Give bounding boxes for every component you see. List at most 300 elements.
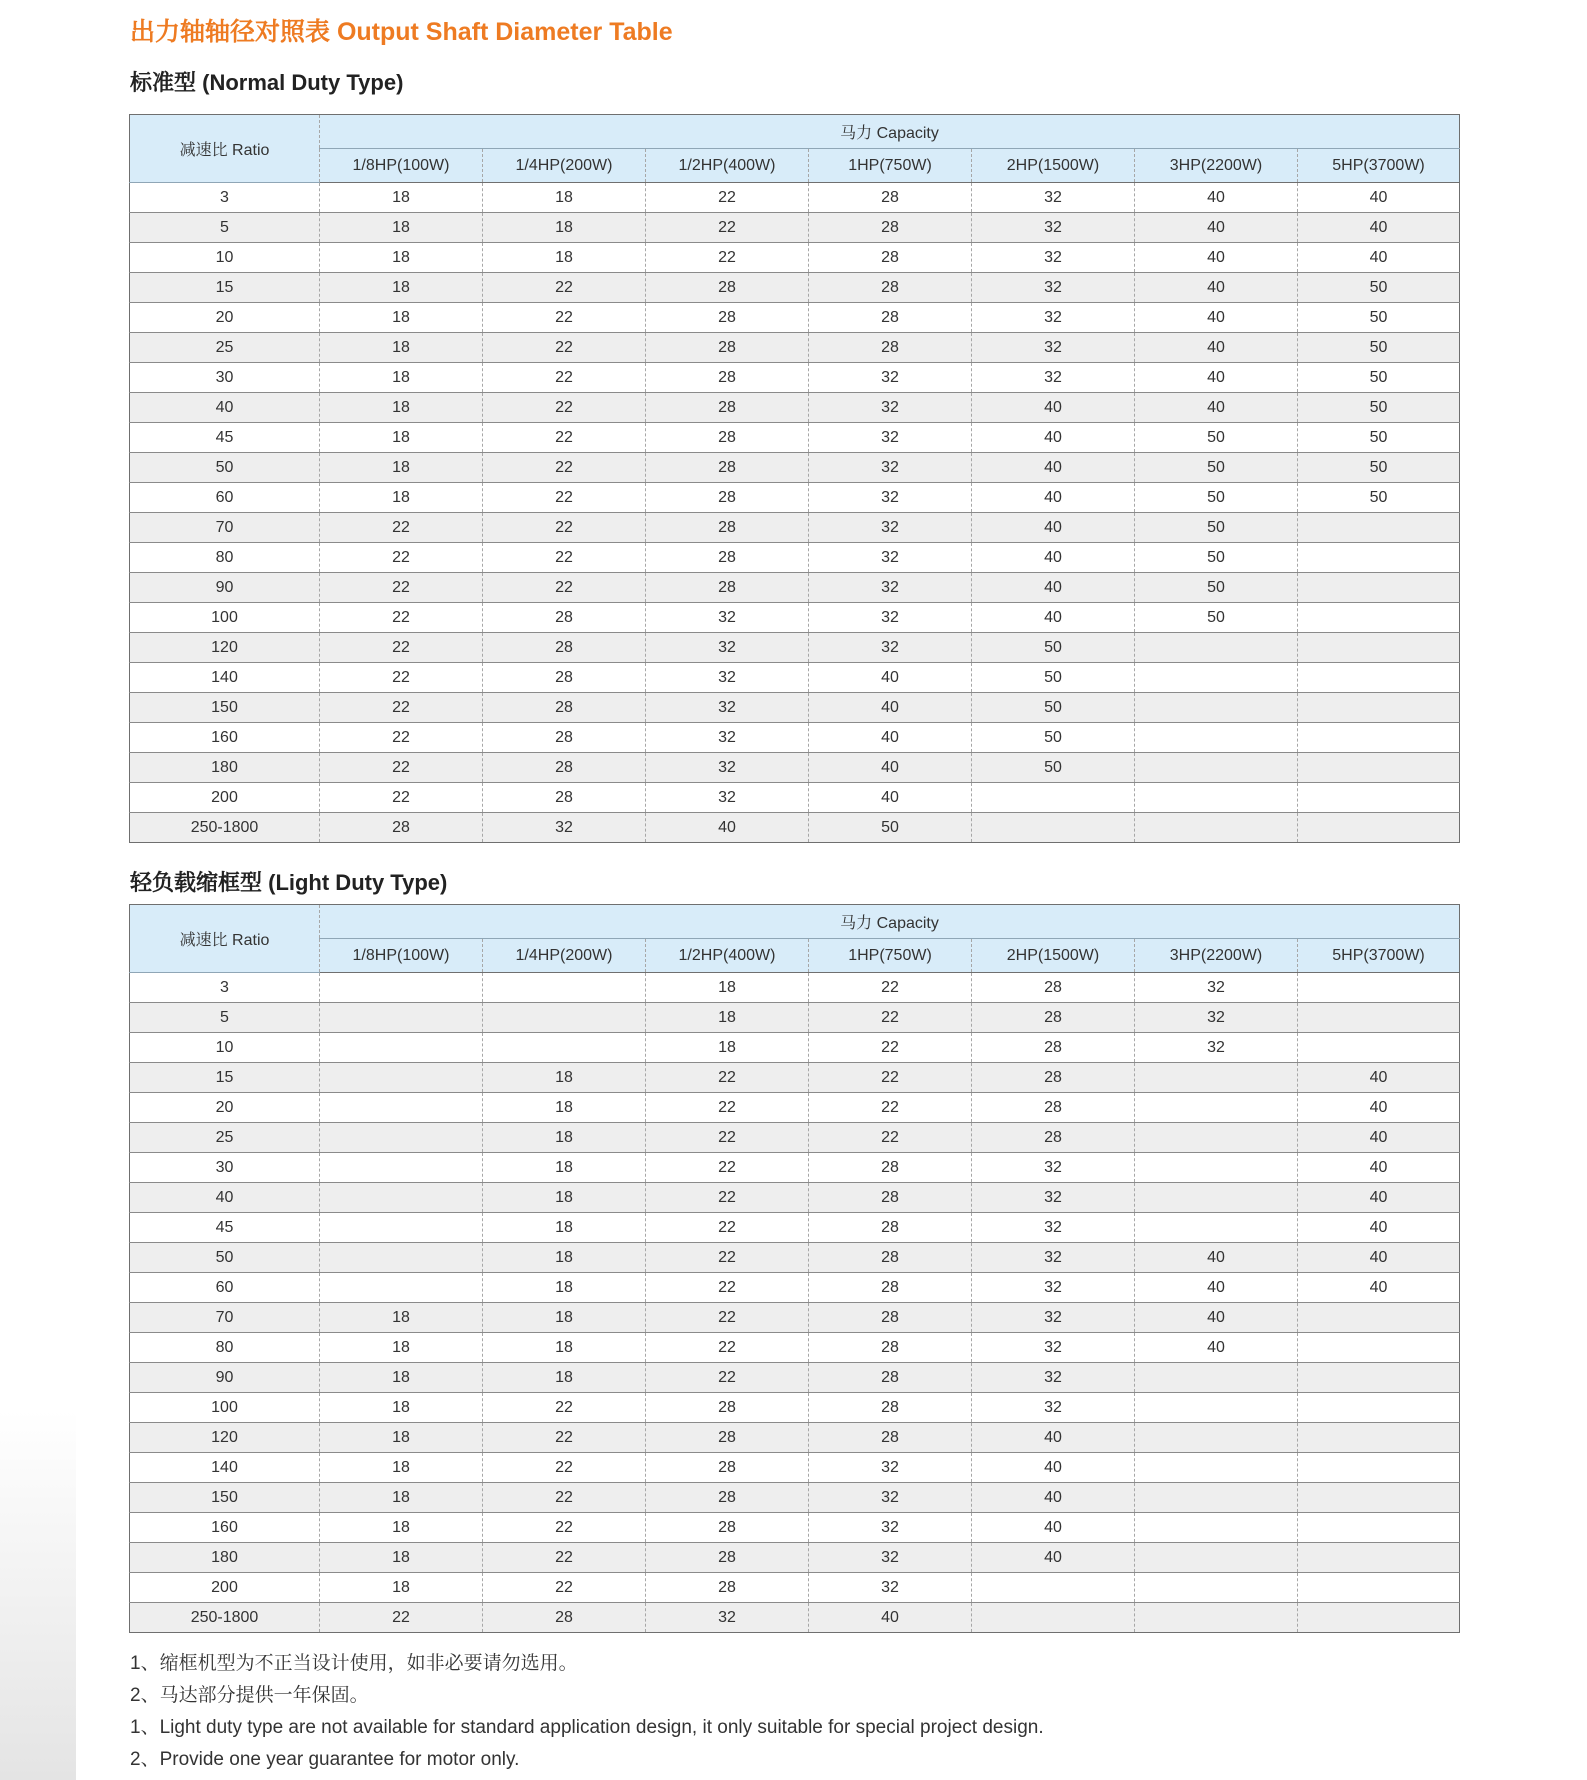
diameter-cell: 50 (972, 753, 1135, 783)
diameter-cell: 28 (809, 1213, 972, 1243)
diameter-cell: 28 (809, 1243, 972, 1273)
diameter-cell: 50 (1298, 303, 1460, 333)
diameter-cell: 40 (1135, 213, 1298, 243)
ratio-cell: 20 (130, 303, 320, 333)
diameter-cell: 22 (320, 543, 483, 573)
table-row (130, 1453, 1460, 1483)
diameter-cell: 40 (1135, 243, 1298, 273)
diameter-cell: 50 (1135, 543, 1298, 573)
table-row (130, 753, 1460, 783)
normal-duty-title: 标准型 (Normal Duty Type) (130, 70, 404, 95)
diameter-cell (1135, 813, 1298, 843)
diameter-cell: 18 (320, 243, 483, 273)
diameter-cell: 22 (809, 973, 972, 1003)
diameter-cell: 32 (646, 723, 809, 753)
diameter-cell: 40 (1135, 273, 1298, 303)
diameter-cell: 32 (809, 423, 972, 453)
diameter-cell: 22 (809, 1123, 972, 1153)
diameter-cell (1298, 1483, 1460, 1513)
diameter-cell: 32 (972, 183, 1135, 213)
diameter-cell: 22 (483, 303, 646, 333)
diameter-cell: 28 (646, 1423, 809, 1453)
diameter-cell (1135, 1393, 1298, 1423)
table-row (130, 1393, 1460, 1423)
column-header: 1/4HP(200W) (483, 149, 646, 183)
diameter-cell: 22 (320, 753, 483, 783)
diameter-cell: 18 (320, 303, 483, 333)
diameter-cell (1298, 973, 1460, 1003)
diameter-cell (320, 1093, 483, 1123)
diameter-cell (1298, 1003, 1460, 1033)
table-row (130, 1243, 1460, 1273)
diameter-cell: 28 (483, 603, 646, 633)
diameter-cell: 18 (483, 1093, 646, 1123)
diameter-cell (320, 1243, 483, 1273)
diameter-cell: 22 (483, 1573, 646, 1603)
diameter-cell: 28 (972, 1033, 1135, 1063)
table-row (130, 1363, 1460, 1393)
diameter-cell: 22 (809, 1003, 972, 1033)
diameter-cell: 22 (646, 1063, 809, 1093)
diameter-cell: 22 (809, 1063, 972, 1093)
diameter-cell (1135, 633, 1298, 663)
diameter-cell: 32 (809, 363, 972, 393)
diameter-cell (320, 973, 483, 1003)
diameter-cell: 40 (1135, 1333, 1298, 1363)
diameter-cell: 22 (646, 243, 809, 273)
diameter-cell: 28 (972, 973, 1135, 1003)
diameter-cell: 32 (972, 1303, 1135, 1333)
diameter-cell: 22 (646, 213, 809, 243)
diameter-cell: 32 (809, 543, 972, 573)
diameter-cell: 18 (646, 973, 809, 1003)
diameter-cell: 50 (972, 693, 1135, 723)
table-row (130, 1003, 1460, 1033)
ratio-cell: 70 (130, 513, 320, 543)
diameter-cell: 18 (320, 393, 483, 423)
diameter-cell: 22 (320, 513, 483, 543)
diameter-cell: 22 (646, 1303, 809, 1333)
column-header: 3HP(2200W) (1135, 939, 1298, 973)
diameter-cell: 28 (809, 1363, 972, 1393)
diameter-cell (1298, 753, 1460, 783)
diameter-cell (1135, 1363, 1298, 1393)
diameter-cell: 22 (646, 1333, 809, 1363)
column-header: 1HP(750W) (809, 149, 972, 183)
diameter-cell (1298, 1033, 1460, 1063)
diameter-cell: 50 (1135, 573, 1298, 603)
diameter-cell (1135, 783, 1298, 813)
diameter-cell: 32 (646, 783, 809, 813)
diameter-cell: 22 (809, 1093, 972, 1123)
diameter-cell: 32 (646, 1603, 809, 1633)
table-row (130, 813, 1460, 843)
table-row (130, 1063, 1460, 1093)
diameter-cell: 22 (646, 1243, 809, 1273)
ratio-cell: 80 (130, 1333, 320, 1363)
diameter-cell: 18 (320, 1393, 483, 1423)
table-row (130, 483, 1460, 513)
diameter-cell (320, 1123, 483, 1153)
diameter-cell: 32 (972, 363, 1135, 393)
diameter-cell: 18 (483, 1303, 646, 1333)
table-row (130, 1513, 1460, 1543)
table-row (130, 1303, 1460, 1333)
diameter-cell: 32 (972, 1273, 1135, 1303)
diameter-cell: 32 (809, 633, 972, 663)
diameter-cell (1135, 1213, 1298, 1243)
ratio-cell: 250-1800 (130, 813, 320, 843)
diameter-cell: 28 (809, 213, 972, 243)
diameter-cell (972, 1573, 1135, 1603)
ratio-header: 减速比 Ratio (130, 115, 320, 183)
diameter-cell (1135, 1483, 1298, 1513)
ratio-cell: 90 (130, 573, 320, 603)
column-header: 1/4HP(200W) (483, 939, 646, 973)
ratio-cell: 180 (130, 753, 320, 783)
diameter-cell: 22 (809, 1033, 972, 1063)
ratio-cell: 60 (130, 483, 320, 513)
ratio-cell: 3 (130, 973, 320, 1003)
diameter-cell: 28 (646, 363, 809, 393)
diameter-cell: 40 (1298, 1213, 1460, 1243)
ratio-cell: 150 (130, 693, 320, 723)
diameter-cell: 18 (320, 183, 483, 213)
diameter-cell: 22 (483, 1513, 646, 1543)
diameter-cell (1135, 663, 1298, 693)
diameter-cell: 40 (1135, 1243, 1298, 1273)
diameter-cell (320, 1003, 483, 1033)
diameter-cell: 22 (483, 273, 646, 303)
table-row (130, 1153, 1460, 1183)
table-row (130, 273, 1460, 303)
diameter-cell: 22 (483, 573, 646, 603)
diameter-cell (972, 813, 1135, 843)
diameter-cell: 18 (483, 1213, 646, 1243)
diameter-cell: 32 (809, 603, 972, 633)
diameter-cell: 32 (972, 1213, 1135, 1243)
diameter-cell: 28 (646, 1513, 809, 1543)
diameter-cell: 50 (972, 633, 1135, 663)
table-row (130, 543, 1460, 573)
diameter-cell (320, 1033, 483, 1063)
diameter-cell: 22 (483, 483, 646, 513)
ratio-cell: 50 (130, 1243, 320, 1273)
column-header: 5HP(3700W) (1298, 939, 1460, 973)
table-row (130, 1483, 1460, 1513)
diameter-cell: 18 (320, 213, 483, 243)
diameter-cell: 22 (483, 543, 646, 573)
diameter-cell: 50 (1298, 483, 1460, 513)
diameter-cell: 22 (483, 513, 646, 543)
diameter-cell: 22 (320, 723, 483, 753)
diameter-cell: 40 (1298, 183, 1460, 213)
note-item: 2、Provide one year guarantee for motor only. (130, 1749, 520, 1770)
diameter-cell (1135, 1123, 1298, 1153)
diameter-cell: 50 (972, 723, 1135, 753)
ratio-cell: 25 (130, 1123, 320, 1153)
diameter-cell: 40 (809, 1603, 972, 1633)
diameter-cell: 32 (646, 633, 809, 663)
diameter-cell: 18 (483, 1123, 646, 1153)
diameter-cell: 40 (809, 723, 972, 753)
diameter-cell: 40 (972, 513, 1135, 543)
diameter-cell: 50 (1135, 423, 1298, 453)
table-row (130, 973, 1460, 1003)
table-row (130, 213, 1460, 243)
table-row (130, 603, 1460, 633)
diameter-cell: 32 (1135, 1003, 1298, 1033)
diameter-cell (1298, 663, 1460, 693)
table-row (130, 663, 1460, 693)
table-row (130, 393, 1460, 423)
diameter-cell: 18 (320, 453, 483, 483)
ratio-cell: 80 (130, 543, 320, 573)
column-header: 1/2HP(400W) (646, 939, 809, 973)
diameter-cell: 18 (483, 1243, 646, 1273)
diameter-cell: 40 (1298, 1093, 1460, 1123)
diameter-cell: 32 (972, 273, 1135, 303)
diameter-cell: 22 (320, 783, 483, 813)
ratio-cell: 50 (130, 453, 320, 483)
diameter-cell: 40 (1298, 1183, 1460, 1213)
ratio-cell: 100 (130, 603, 320, 633)
diameter-cell: 32 (809, 1483, 972, 1513)
diameter-cell: 22 (646, 1273, 809, 1303)
diameter-cell: 18 (320, 1573, 483, 1603)
diameter-cell: 28 (809, 1303, 972, 1333)
note-item: 1、Light duty type are not available for standard application design, it only suitable for special project design. (130, 1717, 1044, 1738)
diameter-cell (1298, 693, 1460, 723)
diameter-cell: 28 (809, 1273, 972, 1303)
diameter-cell: 32 (809, 393, 972, 423)
ratio-cell: 100 (130, 1393, 320, 1423)
diameter-cell: 18 (320, 1453, 483, 1483)
diameter-cell: 32 (646, 603, 809, 633)
diameter-cell: 28 (483, 663, 646, 693)
diameter-cell: 32 (972, 1333, 1135, 1363)
table-row (130, 1573, 1460, 1603)
diameter-cell: 40 (972, 603, 1135, 633)
diameter-cell (1135, 1183, 1298, 1213)
diameter-cell (1135, 1153, 1298, 1183)
ratio-cell: 15 (130, 1063, 320, 1093)
diameter-cell (1135, 1573, 1298, 1603)
diameter-cell: 32 (1135, 973, 1298, 1003)
ratio-cell: 40 (130, 393, 320, 423)
light-duty-title: 轻负载缩框型 (Light Duty Type) (130, 870, 448, 895)
table-row (130, 633, 1460, 663)
diameter-cell (1135, 1543, 1298, 1573)
diameter-cell: 50 (1135, 603, 1298, 633)
diameter-cell: 22 (483, 1543, 646, 1573)
ratio-cell: 200 (130, 783, 320, 813)
ratio-cell: 45 (130, 423, 320, 453)
table-row (130, 723, 1460, 753)
diameter-cell (483, 973, 646, 1003)
diameter-cell: 22 (320, 693, 483, 723)
diameter-cell: 40 (972, 1513, 1135, 1543)
note-item: 2、马达部分提供一年保固。 (130, 1685, 369, 1706)
diameter-cell (1135, 1063, 1298, 1093)
normal-duty-table (129, 114, 1460, 843)
diameter-cell: 18 (646, 1033, 809, 1063)
diameter-cell: 40 (972, 1483, 1135, 1513)
diameter-cell: 22 (483, 423, 646, 453)
column-header: 2HP(1500W) (972, 939, 1135, 973)
diameter-cell: 32 (972, 243, 1135, 273)
ratio-cell: 60 (130, 1273, 320, 1303)
diameter-cell: 18 (483, 1063, 646, 1093)
capacity-header: 马力 Capacity (320, 905, 1460, 939)
diameter-cell: 18 (320, 363, 483, 393)
diameter-cell: 28 (809, 1333, 972, 1363)
diameter-cell: 50 (1135, 453, 1298, 483)
diameter-cell: 28 (972, 1093, 1135, 1123)
diameter-cell: 32 (972, 1393, 1135, 1423)
diameter-cell (1298, 1393, 1460, 1423)
diameter-cell (972, 1603, 1135, 1633)
table-row (130, 453, 1460, 483)
diameter-cell: 28 (646, 393, 809, 423)
diameter-cell: 32 (483, 813, 646, 843)
diameter-cell: 32 (646, 693, 809, 723)
diameter-cell (1298, 633, 1460, 663)
diameter-cell (1135, 1513, 1298, 1543)
diameter-cell: 28 (646, 1453, 809, 1483)
diameter-cell (1298, 1603, 1460, 1633)
ratio-cell: 200 (130, 1573, 320, 1603)
diameter-cell: 18 (320, 1543, 483, 1573)
diameter-cell: 28 (646, 333, 809, 363)
diameter-cell: 40 (1298, 1063, 1460, 1093)
diameter-cell: 22 (483, 453, 646, 483)
diameter-cell: 40 (1298, 1153, 1460, 1183)
table-row (130, 1333, 1460, 1363)
ratio-cell: 15 (130, 273, 320, 303)
diameter-cell: 32 (809, 1453, 972, 1483)
table-row (130, 513, 1460, 543)
diameter-cell: 32 (1135, 1033, 1298, 1063)
table-row (130, 1543, 1460, 1573)
diameter-cell: 40 (809, 693, 972, 723)
diameter-cell (1298, 813, 1460, 843)
diameter-cell: 50 (1135, 483, 1298, 513)
ratio-cell: 120 (130, 1423, 320, 1453)
ratio-cell: 10 (130, 1033, 320, 1063)
diameter-cell: 40 (972, 393, 1135, 423)
diameter-cell: 18 (320, 423, 483, 453)
column-header: 1HP(750W) (809, 939, 972, 973)
table-row (130, 1423, 1460, 1453)
column-header: 1/2HP(400W) (646, 149, 809, 183)
diameter-cell: 22 (483, 363, 646, 393)
diameter-cell: 18 (483, 183, 646, 213)
diameter-cell: 18 (646, 1003, 809, 1033)
diameter-cell: 28 (320, 813, 483, 843)
diameter-cell (1298, 1333, 1460, 1363)
table-row (130, 1033, 1460, 1063)
diameter-cell: 40 (1135, 333, 1298, 363)
diameter-cell: 28 (646, 303, 809, 333)
diameter-cell: 28 (809, 273, 972, 303)
diameter-cell: 22 (483, 1423, 646, 1453)
diameter-cell (320, 1183, 483, 1213)
ratio-cell: 150 (130, 1483, 320, 1513)
diameter-cell: 18 (483, 1153, 646, 1183)
diameter-cell: 40 (972, 1543, 1135, 1573)
diameter-cell: 22 (646, 1213, 809, 1243)
diameter-cell: 28 (809, 243, 972, 273)
diameter-cell (1298, 723, 1460, 753)
light-duty-rows (130, 973, 1460, 1633)
diameter-cell: 32 (972, 1363, 1135, 1393)
diameter-cell: 22 (646, 1153, 809, 1183)
ratio-cell: 40 (130, 1183, 320, 1213)
diameter-cell: 28 (809, 1153, 972, 1183)
side-decoration (0, 1410, 76, 1780)
diameter-cell: 28 (646, 483, 809, 513)
diameter-cell: 18 (320, 1333, 483, 1363)
diameter-cell: 28 (646, 543, 809, 573)
ratio-cell: 30 (130, 1153, 320, 1183)
diameter-cell: 40 (972, 453, 1135, 483)
diameter-cell: 22 (320, 573, 483, 603)
diameter-cell: 40 (1298, 213, 1460, 243)
table-row (130, 693, 1460, 723)
diameter-cell: 40 (972, 423, 1135, 453)
diameter-cell: 22 (320, 603, 483, 633)
ratio-cell: 25 (130, 333, 320, 363)
diameter-cell: 22 (646, 1123, 809, 1153)
diameter-cell: 18 (320, 483, 483, 513)
diameter-cell (1298, 1453, 1460, 1483)
diameter-cell: 50 (1298, 393, 1460, 423)
diameter-cell: 32 (972, 1183, 1135, 1213)
ratio-cell: 10 (130, 243, 320, 273)
diameter-cell (320, 1063, 483, 1093)
diameter-cell: 28 (646, 1543, 809, 1573)
diameter-cell (1298, 1423, 1460, 1453)
diameter-cell: 18 (483, 243, 646, 273)
diameter-cell: 40 (809, 783, 972, 813)
diameter-cell: 28 (646, 273, 809, 303)
diameter-cell (1298, 783, 1460, 813)
capacity-header: 马力 Capacity (320, 115, 1460, 149)
diameter-cell (1135, 1423, 1298, 1453)
diameter-cell: 40 (1298, 1273, 1460, 1303)
diameter-cell: 28 (809, 333, 972, 363)
diameter-cell: 28 (646, 423, 809, 453)
diameter-cell (483, 1033, 646, 1063)
diameter-cell (1135, 1453, 1298, 1483)
diameter-cell: 18 (320, 1513, 483, 1543)
ratio-cell: 70 (130, 1303, 320, 1333)
diameter-cell: 40 (809, 663, 972, 693)
diameter-cell (1135, 1603, 1298, 1633)
diameter-cell: 22 (483, 1453, 646, 1483)
diameter-cell (320, 1153, 483, 1183)
diameter-cell: 32 (972, 303, 1135, 333)
diameter-cell: 22 (320, 663, 483, 693)
diameter-cell: 18 (483, 1183, 646, 1213)
diameter-cell: 28 (483, 783, 646, 813)
diameter-cell (1298, 573, 1460, 603)
diameter-cell: 50 (1298, 453, 1460, 483)
diameter-cell: 40 (1135, 363, 1298, 393)
diameter-cell: 28 (483, 633, 646, 663)
diameter-cell: 32 (972, 213, 1135, 243)
